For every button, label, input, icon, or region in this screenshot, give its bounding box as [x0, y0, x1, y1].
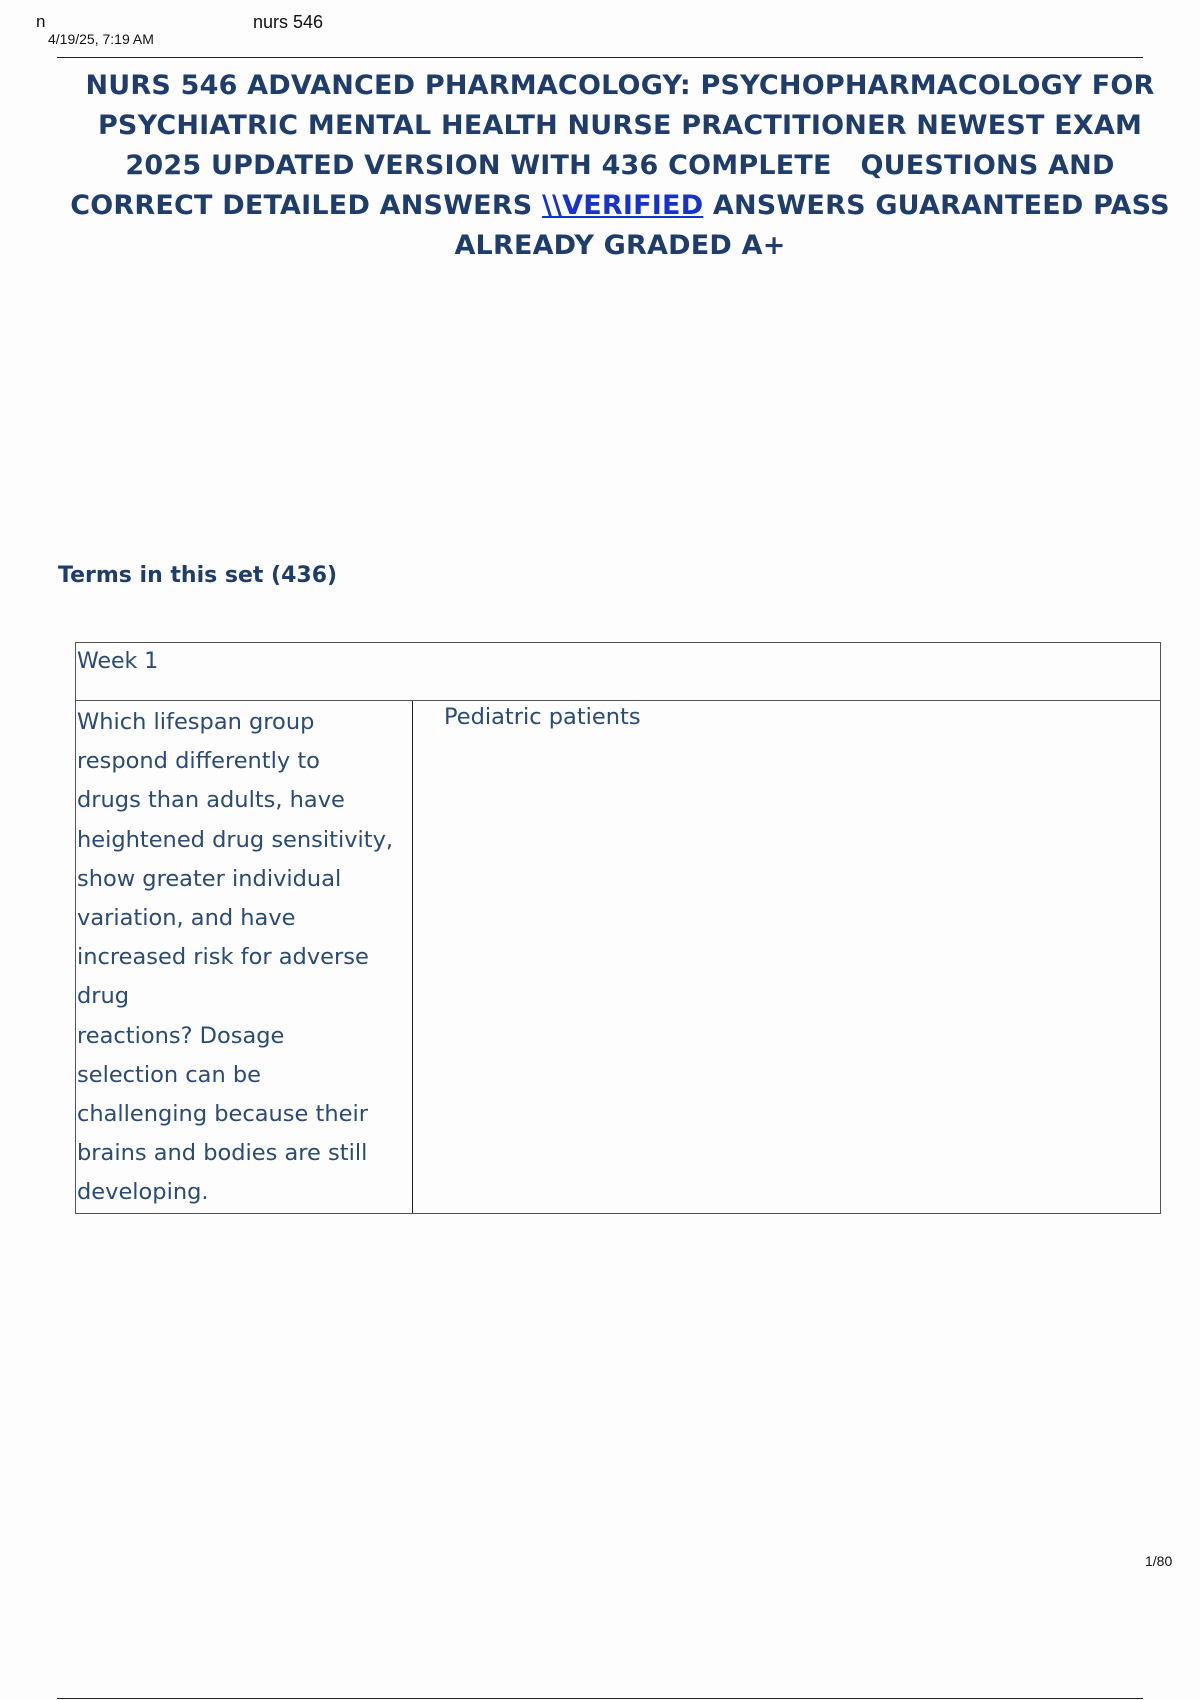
footer-divider — [57, 1698, 1143, 1699]
header-divider — [57, 57, 1143, 58]
term-text — [77, 703, 397, 1213]
term-line: show greater individual — [77, 865, 342, 892]
term-line: increased risk for adverse — [77, 944, 369, 971]
term-line: respond differently to — [77, 748, 320, 775]
title-line-4-end: ANSWERS GUARANTEED PASS — [703, 190, 1170, 221]
print-timestamp: 4/19/25, 7:19 AM — [48, 31, 154, 47]
term-line: heightened drug sensitivity, — [77, 826, 394, 853]
page-number: 1/80 — [1145, 1553, 1173, 1569]
term-line: drug — [77, 983, 130, 1010]
term-line: brains and bodies are still — [77, 1140, 368, 1167]
term-line: Which lifespan group — [77, 709, 315, 735]
header-document-name: nurs 546 — [253, 12, 324, 32]
term-line: variation, and have — [77, 905, 296, 932]
title-line-1: NURS 546 ADVANCED PHARMACOLOGY: PSYCHOPHARMACOLOGY FOR — [85, 70, 1155, 101]
term-line: reactions? Dosage — [77, 1022, 285, 1049]
term-line: challenging because their — [77, 1101, 368, 1128]
flashcard-table — [75, 642, 1161, 1214]
terms-count-heading: Terms in this set (436) — [58, 563, 338, 588]
term-line: developing. — [77, 1179, 209, 1206]
title-line-4-start: CORRECT DETAILED ANSWERS — [70, 190, 543, 221]
title-line-3: 2025 UPDATED VERSION WITH 436 COMPLETE QUESTIONS AND — [125, 150, 1115, 181]
header-left-mark: n — [36, 12, 46, 31]
definition-cell: Pediatric patients — [444, 704, 641, 730]
title-line-2: PSYCHIATRIC MENTAL HEALTH NURSE PRACTITIONER NEWEST EXAM — [97, 110, 1143, 141]
term-line: drugs than adults, have — [77, 787, 345, 814]
term-cell — [76, 701, 413, 1213]
document-title — [30, 66, 1200, 266]
term-line: selection can be — [77, 1061, 261, 1088]
week-header-row — [76, 643, 1160, 701]
week-label: Week 1 — [77, 649, 159, 674]
verified-link[interactable]: \\VERIFIED — [542, 190, 704, 221]
title-line-4 — [30, 186, 1200, 226]
title-line-5: ALREADY GRADED A+ — [454, 230, 786, 261]
